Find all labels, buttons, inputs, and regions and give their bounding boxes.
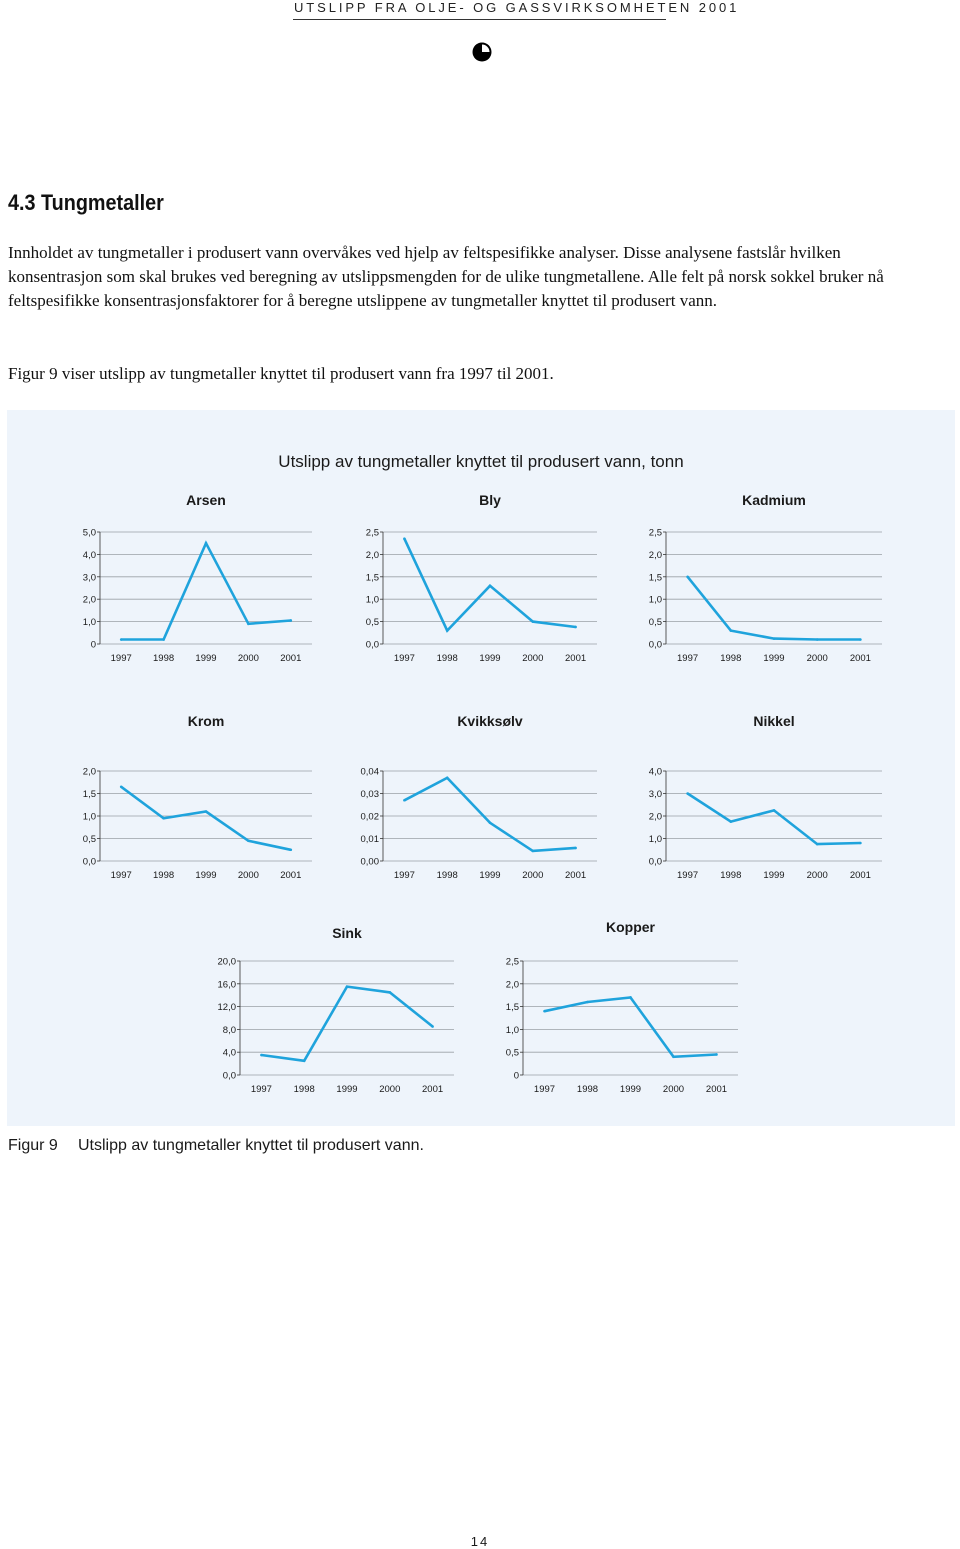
kadmium-x-tick-label: 2000 [806,653,828,664]
nikkel-data-point [859,842,862,845]
kopper-y-tick-label: 1,5 [505,1002,519,1014]
krom-x-tick-label: 1999 [195,870,217,881]
nikkel-chart-title: Nikkel [753,713,795,729]
kadmium-y-tick-label: 1,5 [648,572,662,584]
sink-y-tick-label: 4,0 [222,1047,236,1059]
krom-data-point [290,848,293,851]
kopper-y-tick-label: 2,5 [505,956,519,968]
kvikksolv-x-tick-label: 1997 [393,870,415,881]
kopper-chart-title: Kopper [606,919,655,935]
kopper-x-tick-label: 2000 [662,1084,685,1095]
arsen-x-tick-label: 1999 [195,653,217,664]
kvikksolv-data-point [403,799,406,802]
sink-chart-title: Sink [332,925,362,941]
arsen-data-point [247,623,250,626]
kadmium-x-tick-label: 1999 [763,653,785,664]
page-number: 14 [470,1534,490,1549]
kadmium-x-tick-label: 2001 [849,653,871,664]
kvikksolv-data-point [489,821,492,824]
krom-x-tick-label: 1997 [110,870,132,881]
bly-x-tick-label: 2000 [522,653,544,664]
bly-y-tick-label: 2,5 [365,527,379,539]
krom-data-point [247,839,250,842]
sink-y-tick-label: 12,0 [217,1002,236,1014]
sink-data-point [389,991,392,994]
kvikksolv-x-tick-label: 2000 [522,870,544,881]
nikkel-y-tick-label: 3,0 [648,789,662,800]
kvikksolv-y-tick-label: 0,01 [360,834,379,845]
kadmium-y-tick-label: 2,0 [648,549,662,561]
arsen-x-tick-label: 2001 [280,653,302,664]
kadmium-y-tick-label: 0,5 [648,617,662,629]
bly-data-point [489,584,492,587]
arsen-y-tick-label: 0 [90,639,96,651]
kvikksolv-data-point [446,776,449,779]
krom-y-tick-label: 0,0 [82,856,96,868]
nikkel-x-tick-label: 2000 [806,870,828,881]
kopper-data-point [629,996,632,999]
arsen-data-point [205,542,208,545]
sink-data-point [260,1054,263,1057]
section-title: 4.3 Tungmetaller [8,190,164,215]
sink-y-tick-label: 0,0 [222,1070,236,1082]
kopper-y-tick-label: 1,0 [505,1024,519,1036]
caption-text: Utslipp av tungmetaller knyttet til produsert vann. [78,1137,424,1154]
bly-y-tick-label: 1,0 [365,594,379,606]
krom-data-point [162,817,165,820]
figure-reference-paragraph: Figur 9 viser utslipp av tungmetaller knyttet til produsert vann fra 1997 til 2001. [8,364,554,383]
sink-x-tick-label: 1997 [250,1084,272,1095]
arsen-y-tick-label: 5,0 [82,527,96,539]
kvikksolv-series-line [404,778,575,851]
bly-x-tick-label: 1998 [436,653,458,664]
sink-x-tick-label: 2000 [379,1084,401,1095]
arsen-y-tick-label: 4,0 [82,549,96,561]
sink-y-tick-label: 8,0 [222,1024,236,1036]
krom-y-tick-label: 1,0 [82,811,96,823]
sink-data-point [431,1025,434,1028]
arsen-y-tick-label: 2,0 [82,594,96,606]
kvikksolv-y-tick-label: 0,02 [360,811,379,823]
arsen-series-line [121,543,291,639]
kopper-x-tick-label: 1999 [619,1084,642,1095]
arsen-data-point [162,638,165,641]
kvikksolv-x-tick-label: 1999 [479,870,501,881]
sink-x-tick-label: 1998 [293,1084,315,1095]
sink-data-point [346,985,349,988]
intro-paragraph: Innholdet av tungmetaller i produsert vann overvåkes ved hjelp av feltspesifikke analyser. Disse analysene fastslår hvilken konsentrasjon som skal brukes ved beregning av utslippsmengden for de ulike tungmetallene. Alle felt på norsk sokkel bruker nå feltspesifikke konsentrasjonsfaktorer for å beregne utslippene av tungmetaller knyttet til produsert vann. [8,243,884,310]
kvikksolv-x-tick-label: 1998 [436,870,458,881]
nikkel-data-point [816,843,819,846]
kopper-x-tick-label: 1997 [533,1084,556,1095]
caption-label: Figur 9 [8,1137,58,1154]
kadmium-y-tick-label: 0,0 [648,639,662,651]
bly-y-tick-label: 2,0 [365,549,379,561]
bly-x-tick-label: 1997 [393,653,415,664]
nikkel-y-tick-label: 1,0 [648,834,662,845]
kadmium-chart-title: Kadmium [742,492,806,508]
kadmium-y-tick-label: 1,0 [648,594,662,606]
kopper-data-point [543,1010,546,1013]
krom-data-point [205,810,208,813]
running-header: UTSLIPP FRA OLJE- OG GASSVIRKSOMHETEN 2001 [294,0,740,15]
krom-x-tick-label: 2001 [280,870,302,881]
kadmium-x-tick-label: 1997 [677,653,699,664]
nikkel-data-point [686,792,689,795]
nikkel-data-point [730,820,733,823]
sink-x-tick-label: 2001 [422,1084,444,1095]
kadmium-data-point [730,629,733,632]
kopper-x-tick-label: 1998 [576,1084,599,1095]
nikkel-x-tick-label: 1997 [677,870,699,881]
arsen-x-tick-label: 1997 [110,653,132,664]
figure-title: Utslipp av tungmetaller knyttet til produsert vann, tonn [278,452,684,471]
nikkel-y-tick-label: 4,0 [648,766,662,778]
kvikksolv-y-tick-label: 0,00 [360,856,379,868]
kopper-y-tick-label: 0,5 [505,1047,519,1059]
krom-chart-title: Krom [187,713,225,729]
circle-logo-icon [472,42,492,62]
kopper-data-point [672,1055,675,1058]
kopper-y-tick-label: 0 [513,1070,519,1082]
nikkel-series-line [688,794,861,845]
bly-data-point [532,620,535,623]
kvikksolv-y-tick-label: 0,04 [360,766,379,778]
arsen-x-tick-label: 2000 [237,653,259,664]
sink-y-tick-label: 16,0 [217,979,236,991]
bly-data-point [446,629,449,632]
kvikksolv-data-point [532,850,535,853]
arsen-chart-title: Arsen [186,492,226,508]
nikkel-data-point [773,809,776,812]
nikkel-x-tick-label: 1998 [720,870,742,881]
bly-y-tick-label: 1,5 [365,572,379,584]
kvikksolv-chart-title: Kvikksølv [457,713,523,729]
kadmium-data-point [686,576,689,579]
kadmium-data-point [773,637,776,640]
bly-data-point [574,626,577,629]
kadmium-y-tick-label: 2,5 [648,527,662,539]
kadmium-data-point [816,638,819,641]
bly-chart-title: Bly [479,492,501,508]
krom-y-tick-label: 2,0 [82,766,96,778]
nikkel-y-tick-label: 0,0 [648,856,662,868]
header-rule [293,19,666,20]
bly-data-point [403,537,406,540]
bly-x-tick-label: 2001 [565,653,587,664]
kvikksolv-data-point [574,847,577,850]
kadmium-x-tick-label: 1998 [720,653,742,664]
arsen-x-tick-label: 1998 [153,653,175,664]
bly-x-tick-label: 1999 [479,653,501,664]
bly-y-tick-label: 0,0 [365,639,379,651]
sink-x-tick-label: 1999 [336,1084,358,1095]
kvikksolv-y-tick-label: 0,03 [360,789,379,800]
kvikksolv-x-tick-label: 2001 [565,870,587,881]
kopper-data-point [586,1001,589,1004]
nikkel-x-tick-label: 1999 [763,870,785,881]
sink-data-point [303,1059,306,1062]
arsen-data-point [290,619,293,622]
kopper-y-tick-label: 2,0 [505,979,519,991]
kopper-x-tick-label: 2001 [705,1084,728,1095]
sink-series-line [261,987,432,1061]
kopper-data-point [715,1053,718,1056]
kadmium-data-point [859,638,862,641]
krom-y-tick-label: 1,5 [82,789,96,800]
krom-y-tick-label: 0,5 [82,834,96,845]
sink-y-tick-label: 20,0 [217,956,236,968]
krom-series-line [121,787,291,850]
krom-x-tick-label: 1998 [153,870,175,881]
krom-x-tick-label: 2000 [237,870,259,881]
arsen-data-point [120,638,123,641]
kadmium-series-line [688,577,861,640]
nikkel-x-tick-label: 2001 [849,870,871,881]
bly-y-tick-label: 0,5 [365,617,379,629]
krom-data-point [120,785,123,788]
arsen-y-tick-label: 3,0 [82,572,96,584]
charts-canvas [7,410,955,1126]
figure-panel [7,410,955,1126]
nikkel-y-tick-label: 2,0 [648,811,662,823]
arsen-y-tick-label: 1,0 [82,617,96,629]
